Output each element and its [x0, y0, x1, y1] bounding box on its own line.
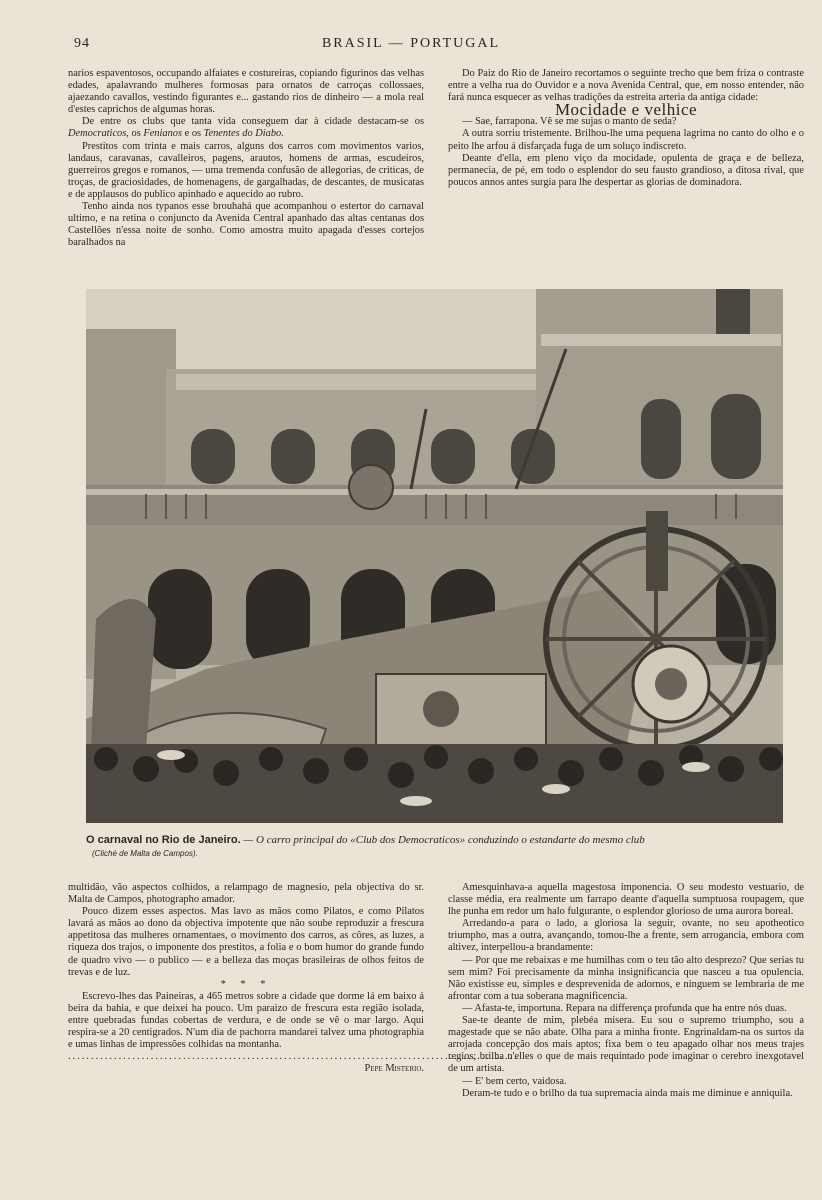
- page-header: [0, 34, 822, 54]
- text-run: De entre os clubs que tanta vida conseguem dar à cidade destacam-se os: [82, 116, 424, 128]
- paragraph: multidão, vão aspectos colhidos, a relampago de magnesio, pela objectiva do sr. Malta de Campos, photographo amador.: [68, 882, 424, 906]
- photo-credit: (Cliché de Malta de Campos).: [92, 849, 198, 858]
- paragraph: Amesquinhava-a aquella magestosa imponencia. O seu modesto vestuario, de classe média, era realmente um farrapo deante d'aquella sumptuosa roupagem, que lhe punha em redor um halo fulgurante, o esplendor glorioso de uma aurora boreal.: [448, 882, 804, 918]
- running-title: BRASIL — PORTUGAL: [321, 36, 501, 51]
- paragraph: — Por que me rebaixas e me humilhas com o teu tão alto desprezo? Que serias tu sem mim? Foi precisamente da minha insignificancia que nasceu a tua opulencia. Não existisse eu, simples e desprevenida de adornos, e ninguem se lembraria de me afrontar com a tua soberana magnificencia.: [448, 954, 804, 1002]
- paragraph: Prestitos com trinta e mais carros, alguns dos carros com movimentos varios, landaus, caravanas, cavalleiros, pagens, arautos, homens de armas, escudeiros, guerreiros gregos e romanos, — uma tremenda confusão de allegorias, de criticas, de troças, de graciosidades, de homenagens, de gargalhadas, de descantes, de musicatas e de applausos do publico apinhado e aquecido ao rubro.: [68, 140, 424, 200]
- paragraph: — Sae, farrapona. Vê se me sujas o manto de seda?: [462, 116, 677, 128]
- column-bottom-left: [68, 882, 519, 1076]
- dotted-rule: ..................................................................................................: [68, 1051, 519, 1063]
- column-top-right: [448, 68, 804, 189]
- column-top-left: [68, 68, 424, 249]
- caption-text: — O carro principal do «Club dos Democraticos» conduzindo o estandarte do mesmo club: [240, 834, 645, 846]
- paragraph: Escrevo-lhes das Paineiras, a 465 metros sobre a cidade que dorme lá em baixo á beira da bahia, e que deixei ha pouco. Um paraizo de frescura esta região isolada, entre quebradas fundas cobertas de verdura, e de onde se vê o mar largo. Aqui respira-se a 20 centigrados. N'um dia de pachorra mandarei talvez uma photographia e umas linhas de impressões colhidas na montanha.: [68, 990, 424, 1051]
- section-title: Mocidade e velhice: [554, 100, 698, 120]
- paragraph: Do Paiz do Rio de Janeiro recortamos o seguinte trecho que bem friza o contraste entre a velha rua do Ouvidor e a nova Avenida Central, que, em nosso entender, não fará nunca esquecer as velhas tradições da estreita arteria da antiga cidade:: [448, 68, 804, 104]
- text-run: , os: [126, 128, 144, 140]
- club-name: Fenianos: [143, 128, 183, 140]
- club-name: Tenentes do Diabo.: [203, 128, 284, 140]
- column-bottom-right: [448, 882, 804, 1100]
- paragraph: Deante d'ella, em pleno viço da mocidade, opulenta de graça e de belleza, permanecia, de pé, em todo o esplendor do seu fausto grandioso, a ditosa rival, que poucos annos antes surgia para lhe despertar as glorias de dominadora.: [448, 152, 804, 188]
- paragraph: — E' bem certo, vaidosa.: [462, 1075, 567, 1087]
- paragraph: A outra sorriu tristemente. Brilhou-lhe uma pequena lagrima no canto do olho e o peito lhe arfou á disfarçada fuga de um soluço indiscreto.: [448, 128, 804, 152]
- paragraph: Arredando-a para o lado, a gloriosa la seguir, ovante, no seu apotheotico triumpho, mas a outra, avançando, tomou-lhe a frente, sem arrogancia, embora com altivez, interpellou-a brandamente:: [448, 918, 804, 954]
- carnival-photograph: [86, 289, 783, 823]
- photo-illustration: [86, 289, 783, 823]
- caption-title: O carnaval no Rio de Janeiro.: [86, 834, 241, 846]
- paragraph: Pouco dizem esses aspectos. Mas lavo as mãos como Pilatos, e como Pilatos lavará as mãos ao dono da objectiva impotente que não soube reproduzir a frescura appetitosa das mulheres ornamentaes, o movimento dos carros, as côres, as luzes, a riqueza dos trajos, o imponente dos prestitos, a folia e o bom humor do grande fundo de quadro vivo — o publico — e a belleza das moças brasileiras de olhos feitos de trevas e de luz.: [68, 906, 424, 978]
- photo-caption: [86, 834, 783, 846]
- text-run: e os: [182, 128, 204, 140]
- paragraph: Sae-te deante de mim, plebéa misera. Eu sou o supremo triumpho, sou a magestade que se não abate. Olha para a minha fronte. Engrinaldam-na os surtos da arrojada concepção dos mais aptos; fixa bem o teu apagado olhar nos meus trajes regios; brilha n'elles o que de mais requintado pode imaginar o cerebro inexgotavel de um artista.: [448, 1015, 804, 1075]
- club-name: Democraticos: [68, 128, 127, 140]
- section-separator: * * *: [220, 978, 272, 990]
- paragraph: Deram-te tudo e o brilho da tua supremacia ainda mais me diminue e anniquila.: [462, 1087, 793, 1099]
- page-number: 94: [74, 36, 90, 51]
- author-signature: Pepe Misterio.: [364, 1063, 424, 1075]
- paragraph: [68, 116, 424, 140]
- paragraph: — Afasta-te, importuna. Repara na differença profunda que ha entre nós duas.: [462, 1002, 787, 1014]
- paragraph: Tenho ainda nos typanos esse brouhahá que acompanhou o estertor do carnaval ultimo, e na retina o conjuncto da Avenida Central apanhado das altas centanas dos Castellões n'essa noite de sonho. Como amostra muito apagada d'esses cortejos baralhados na: [68, 201, 424, 249]
- paragraph: narios espaventosos, occupando alfaiates e costureiras, copiando figurinos das velhas edades, apalavrando mulheres formosas para ornatos de carroças collossaes, ajaezando cavallos, vestindo figurantes e... gastando rios de dinheiro — a mola real d'estes caprichos de algumas horas.: [68, 68, 424, 116]
